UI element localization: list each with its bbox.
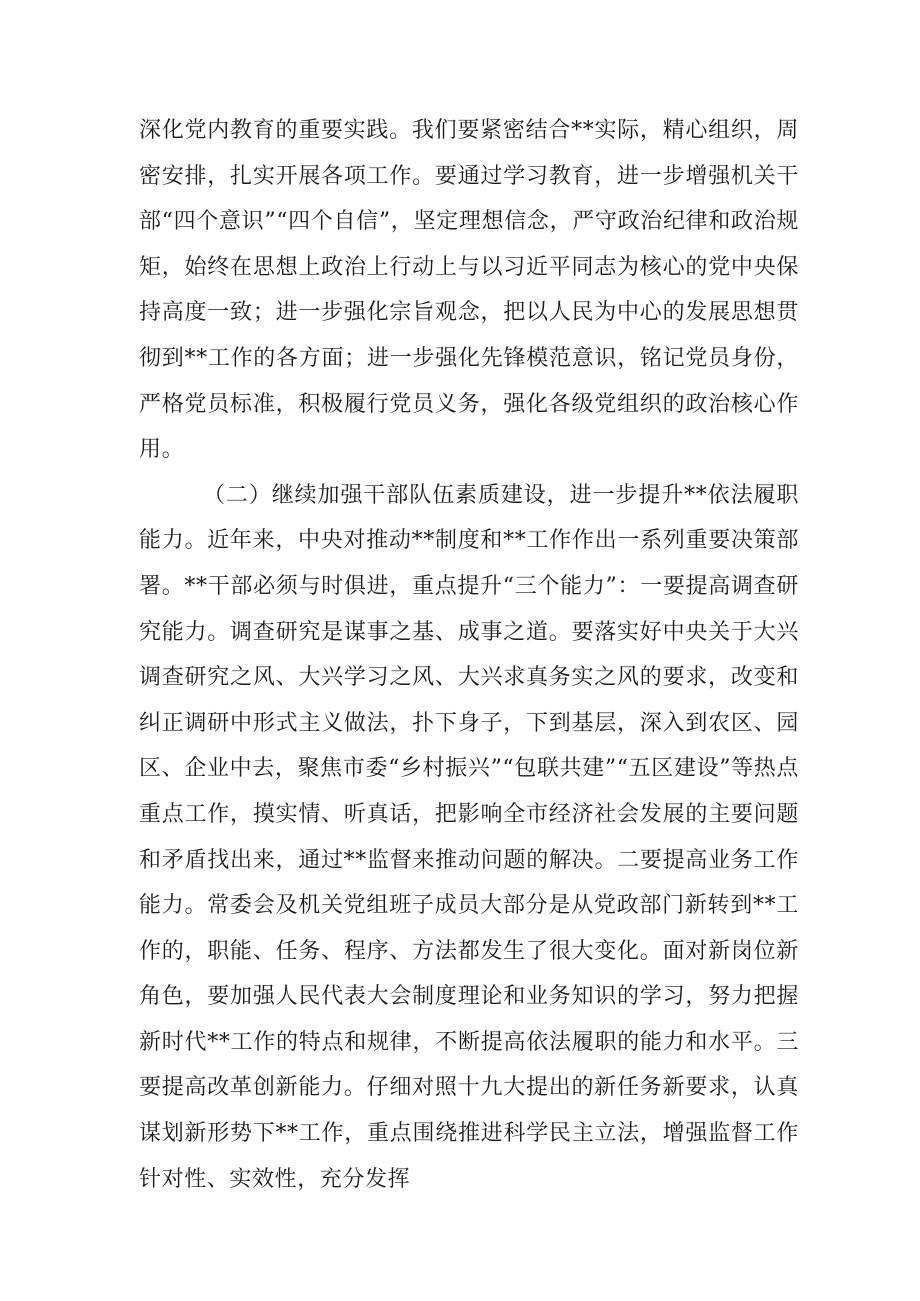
body-text: [139, 108, 799, 1202]
paragraph-section-two: （二）继续加强干部队伍素质建设，进一步提升**依法履职能力。近年来，中央对推动**制度和**工作作出一系列重要决策部署。**干部必须与时俱进，重点提升“三个能力”：一要提高调查研究能力。调查研究是谋事之基、成事之道。要落实好中央关于大兴调查研究之风、大兴学习之风、大兴求真务实之风的要求，改变和纠正调研中形式主义做法，扑下身子，下到基层，深入到农区、园区、企业中去，聚焦市委“乡村振兴”“包联共建”“五区建设”等热点重点工作，摸实情、听真话，把影响全市经济社会发展的主要问题和矛盾找出来，通过**监督来推动问题的解决。二要提高业务工作能力。常委会及机关党组班子成员大部分是从党政部门新转到**工作的，职能、任务、程序、方法都发生了很大变化。面对新岗位新角色，要加强人民代表大会制度理论和业务知识的学习，努力把握新时代**工作的特点和规律，不断提高依法履职的能力和水平。三要提高改革创新能力。仔细对照十九大提出的新任务新要求，认真谋划新形势下**工作，重点围绕推进科学民主立法，增强监督工作针对性、实效性，充分发挥: [139, 482, 799, 1192]
paragraph-continuation: 深化党内教育的重要实践。我们要紧密结合**实际，精心组织，周密安排，扎实开展各项工作。要通过学习教育，进一步增强机关干部“四个意识”“四个自信”，坚定理想信念，严守政治纪律和政治规矩，始终在思想上政治上行动上与以习近平同志为核心的党中央保持高度一致；进一步强化宗旨观念，把以人民为中心的发展思想贯彻到**工作的各方面；进一步强化先锋模范意识，铭记党员身份，严格党员标准，积极履行党员义务，强化各级党组织的政治核心作用。: [139, 118, 799, 463]
